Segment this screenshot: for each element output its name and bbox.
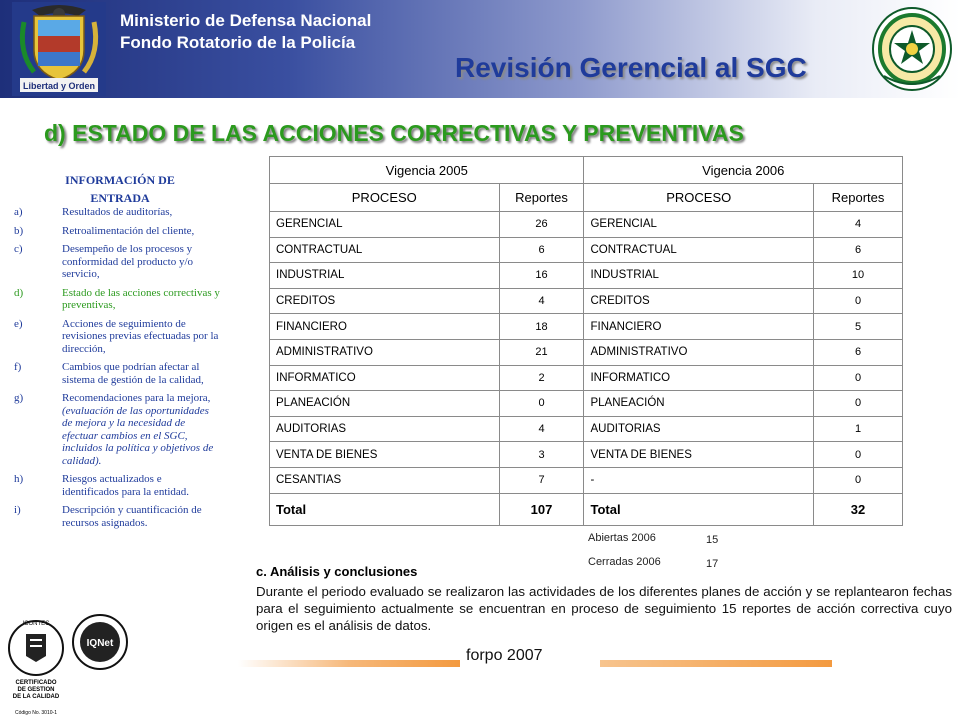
list-item-text: Acciones de seguimiento de revisiones previas efectuadas por la dirección, <box>62 317 219 355</box>
cell-proceso-2006: CONTRACTUAL <box>584 237 814 263</box>
iqnet-text: IQNet <box>86 638 114 649</box>
table-row <box>270 442 903 468</box>
list-item-text: Resultados de auditorías, <box>62 206 173 218</box>
cell-reportes-2006: 1 <box>814 416 903 442</box>
cell-reportes-2005: 4 <box>499 288 584 314</box>
cell-proceso-2005: CESANTIAS <box>270 467 500 493</box>
cell-proceso-2005: VENTA DE BIENES <box>270 442 500 468</box>
list-item <box>14 225 220 238</box>
col-proceso-2005: PROCESO <box>270 184 500 212</box>
inputs-heading-line2: ENTRADA <box>90 191 150 205</box>
list-item-key: e) <box>14 317 23 330</box>
list-item-key: a) <box>14 206 23 218</box>
cell-reportes-2005: 6 <box>499 237 584 263</box>
list-item-text: Desempeño de los procesos y conformidad del producto y/o servicio, <box>62 243 194 280</box>
section-title: d) ESTADO DE LAS ACCIONES CORRECTIVAS Y PREVENTIVAS <box>44 120 744 146</box>
col-reportes-2006: Reportes <box>814 184 903 212</box>
list-item-text: Retroalimentación del cliente, <box>62 224 195 237</box>
analysis-body: Durante el periodo evaluado se realizaron las actividades de los diferentes planes de acción y se replantearon fechas para el seguimiento actualmente se encuentran en proceso de seguimiento 15 reportes de acción correctiva cuyo origen es el análisis de datos. <box>256 584 952 633</box>
cell-proceso-2005: INFORMATICO <box>270 365 500 391</box>
table-row <box>270 212 903 238</box>
cell-reportes-2006: 10 <box>814 263 903 289</box>
open-label: Abiertas 2006 <box>588 532 656 544</box>
cell-reportes-2005: 16 <box>499 263 584 289</box>
list-item-key: i) <box>14 504 21 516</box>
certification-logos <box>8 612 130 720</box>
inputs-heading <box>55 171 185 207</box>
cell-proceso-2005: AUDITORIAS <box>270 416 500 442</box>
list-item <box>14 473 220 498</box>
cert-line2: DE GESTION <box>17 687 55 693</box>
cell-reportes-2006: 4 <box>814 212 903 238</box>
table-row <box>270 339 903 365</box>
list-item-key: b) <box>14 224 24 237</box>
list-item-text: Cambios que podrían afectar al sistema de gestión de la calidad, <box>62 361 204 386</box>
cell-proceso-2005: CONTRACTUAL <box>270 237 500 263</box>
list-item-text-container <box>62 392 220 467</box>
inputs-heading-line1: INFORMACIÓN DE <box>65 173 175 187</box>
list-item-text: Estado de las acciones correctivas y preventivas, <box>62 286 220 311</box>
list-item <box>14 318 220 356</box>
table-subheader-row <box>270 184 903 212</box>
table-row <box>270 263 903 289</box>
cell-reportes-2006: 0 <box>814 391 903 417</box>
ministry-name: Ministerio de Defensa Nacional <box>120 11 372 30</box>
closed-value: 17 <box>706 558 719 570</box>
police-seal-icon <box>872 6 952 92</box>
cell-proceso-2005: INDUSTRIAL <box>270 263 500 289</box>
coat-motto-text: Libertad y Orden <box>22 81 96 91</box>
total-value-2005: 107 <box>499 493 584 525</box>
cell-proceso-2006: GERENCIAL <box>584 212 814 238</box>
table-header-row <box>270 157 903 184</box>
coat-of-arms-icon <box>12 2 106 96</box>
cell-reportes-2006: 6 <box>814 339 903 365</box>
footer-text: forpo 2007 <box>466 647 543 664</box>
table-row <box>270 416 903 442</box>
cell-reportes-2006: 0 <box>814 442 903 468</box>
table-total-row <box>270 493 903 525</box>
cell-reportes-2005: 26 <box>499 212 584 238</box>
cell-proceso-2006: - <box>584 467 814 493</box>
cell-reportes-2005: 7 <box>499 467 584 493</box>
table-row <box>270 288 903 314</box>
table-row <box>270 314 903 340</box>
cell-reportes-2006: 0 <box>814 365 903 391</box>
cell-reportes-2006: 5 <box>814 314 903 340</box>
icontec-logo-icon <box>9 621 63 716</box>
cell-proceso-2006: INFORMATICO <box>584 365 814 391</box>
table-row <box>270 237 903 263</box>
cell-proceso-2006: CREDITOS <box>584 288 814 314</box>
col-proceso-2006: PROCESO <box>584 184 814 212</box>
cell-reportes-2005: 3 <box>499 442 584 468</box>
cell-reportes-2005: 4 <box>499 416 584 442</box>
agency-name: Fondo Rotatorio de la Policía <box>120 33 356 52</box>
cell-reportes-2005: 21 <box>499 339 584 365</box>
icontec-text: ICONTEC <box>22 621 50 627</box>
cell-proceso-2006: AUDITORIAS <box>584 416 814 442</box>
cell-reportes-2006: 0 <box>814 288 903 314</box>
list-item-key: h) <box>14 473 24 485</box>
cell-reportes-2005: 0 <box>499 391 584 417</box>
total-label-2006: Total <box>584 493 814 525</box>
total-label-2005: Total <box>270 493 500 525</box>
list-item <box>14 361 220 386</box>
col-reportes-2005: Reportes <box>499 184 584 212</box>
list-item <box>14 243 220 281</box>
footer-bar-left <box>238 660 460 667</box>
footer-bar-right <box>600 660 832 667</box>
cert-line3: DE LA CALIDAD <box>12 694 60 700</box>
list-item <box>14 206 220 219</box>
cell-proceso-2006: VENTA DE BIENES <box>584 442 814 468</box>
table-row <box>270 467 903 493</box>
cell-proceso-2005: FINANCIERO <box>270 314 500 340</box>
list-item-key: c) <box>14 243 23 255</box>
list-item-key: d) <box>14 286 24 299</box>
list-item-highlighted <box>14 287 220 312</box>
list-item-key: g) <box>14 392 24 404</box>
inputs-list <box>14 206 220 535</box>
iqnet-logo-icon <box>73 615 127 669</box>
list-item-key: f) <box>14 361 22 373</box>
list-item <box>14 392 220 467</box>
list-item-italic-text: (evaluación de las oportunidades de mejora y la necesidad de efectuar cambios en el SGC, incluidos la política y objetivos de calidad). <box>62 404 214 467</box>
cell-reportes-2006: 0 <box>814 467 903 493</box>
cell-proceso-2005: CREDITOS <box>270 288 500 314</box>
table-row <box>270 391 903 417</box>
cell-reportes-2006: 6 <box>814 237 903 263</box>
list-item-text: Riesgos actualizados e identificados para la entidad. <box>62 473 190 498</box>
list-item-text: Descripción y cuantificación de recursos asignados. <box>62 504 202 529</box>
header-vigencia-2006: Vigencia 2006 <box>584 157 903 184</box>
cert-line1: CERTIFICADO <box>15 680 57 686</box>
ministry-block <box>120 10 371 54</box>
cell-proceso-2006: INDUSTRIAL <box>584 263 814 289</box>
analysis-title: c. Análisis y conclusiones <box>256 564 418 579</box>
cell-proceso-2005: ADMINISTRATIVO <box>270 339 500 365</box>
actions-table <box>269 156 903 526</box>
page-title: Revisión Gerencial al SGC <box>455 52 807 83</box>
cell-reportes-2005: 2 <box>499 365 584 391</box>
list-item-text: Recomendaciones para la mejora, <box>62 392 211 404</box>
cell-proceso-2006: FINANCIERO <box>584 314 814 340</box>
open-value: 15 <box>706 534 719 546</box>
header-vigencia-2005: Vigencia 2005 <box>270 157 584 184</box>
total-value-2006: 32 <box>814 493 903 525</box>
cert-code: Código No. 3010-1 <box>15 710 57 716</box>
table-row <box>270 365 903 391</box>
cell-reportes-2005: 18 <box>499 314 584 340</box>
cell-proceso-2006: ADMINISTRATIVO <box>584 339 814 365</box>
cell-proceso-2005: GERENCIAL <box>270 212 500 238</box>
cell-proceso-2005: PLANEACIÓN <box>270 391 500 417</box>
list-item <box>14 504 220 529</box>
closed-label: Cerradas 2006 <box>588 556 661 568</box>
cell-proceso-2006: PLANEACIÓN <box>584 391 814 417</box>
